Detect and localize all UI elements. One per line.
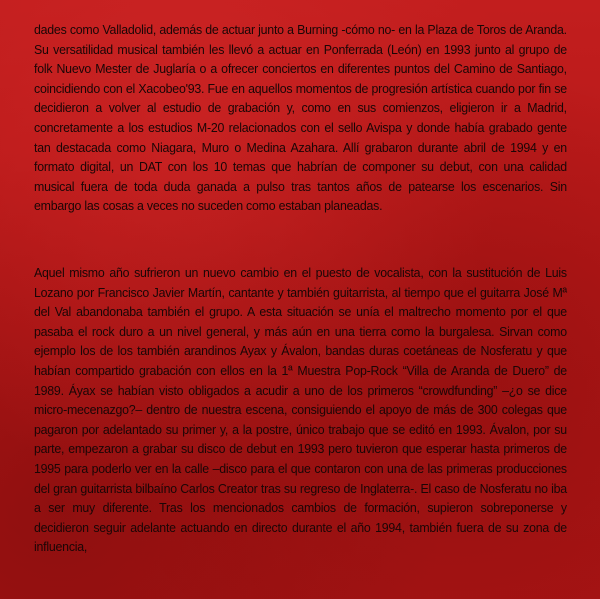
- body-paragraph-1: dades como Valladolid, además de actuar junto a Burning -cómo no- en la Plaza de Toros de Aranda. Su versatilidad musical también les llevó a actuar en Ponferrada (León) en 1993 junto al grupo de folk Nuevo Mester de Juglaría o a ofrecer conciertos en diferentes puntos del Camino de Santiago, coincidiendo con el Xacobeo'93. Fue en aquellos momentos de progresión artística cuando por fin se decidieron a volver al estudio de grabación y, como en sus comienzos, eligieron ir a Madrid, concretamente a los estudios M-20 relacionados con el sello Avispa y donde había grabado gente tan destacada como Niagara, Muro o Medina Azahara. Allí grabaron durante abril de 1994 y en formato digital, un DAT con los 10 temas que habrían de componer su debut, con una calidad musical fuera de toda duda ganada a pulso tras tantos años de patearse los escenarios. Sin embargo las cosas a veces no suceden como estaban planeadas.: [34, 22, 567, 214]
- body-paragraph-2: Aquel mismo año sufrieron un nuevo cambio en el puesto de vocalista, con la sustitución de Luis Lozano por Francisco Javier Martín, cantante y también guitarrista, al tiempo que el guitarra José Mª del Val abandonaba también el grupo. A esta situación se unía el maltrecho momento por el que pasaba el rock duro a un nivel general, y más aún en una tierra como la burgalesa. Sirvan como ejemplo los de los también arandinos Ayax y Ávalon, bandas duras coetáneas de Nosferatu y que habían compartido grabación con ellos en la 1ª Muestra Pop-Rock “Villa de Aranda de Duero” de 1989. Áyax se habían visto obligados a acudir a uno de los primeros “crowdfunding” –¿o se dice micro-mecenazgo?– dentro de nuestra escena, consiguiendo el apoyo de más de 300 colegas que pagaron por adelantado su primer y, a la postre, único trabajo que se editó en 1993. Ávalon, por su parte, empezaron a grabar su disco de debut en 1993 pero tuvieron que esperar hasta primeros de 1995 para poderlo ver en la calle –disco para el que contaron con una de las primeras producciones del gran guitarrista bilbaíno Carlos Creator tras su regreso de Inglaterra-. El caso de Nosferatu no iba a ser muy diferente. Tras los mencionados cambios de formación, supieron sobreponerse y decidieron seguir adelante actuando en directo durante el año 1994, también fuera de su zona de influencia,: [34, 265, 567, 555]
